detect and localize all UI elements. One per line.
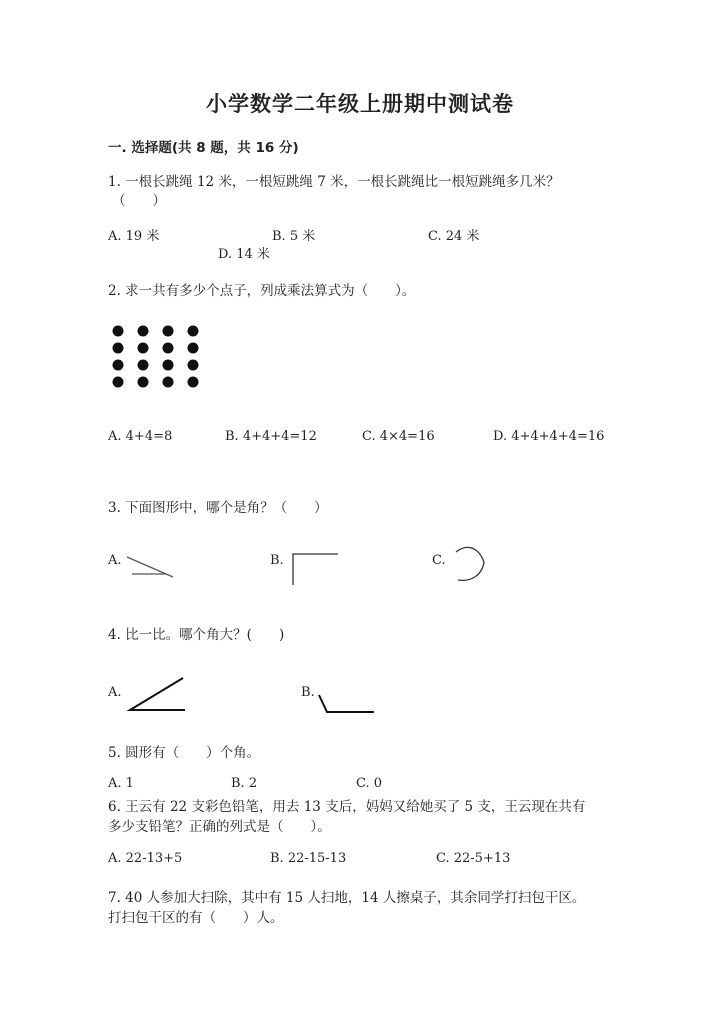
q6-option-c[interactable]: C. 22-5+13 — [436, 851, 511, 866]
q3-figure-c-curve — [452, 544, 492, 586]
section-heading: 一. 选择题(共 8 题，共 16 分) — [108, 140, 299, 156]
q4-option-a[interactable]: A. — [108, 685, 122, 700]
q3-figure-b-angle — [290, 552, 340, 587]
dot-grid-figure — [110, 323, 210, 393]
dot — [113, 377, 124, 388]
dot — [113, 343, 124, 354]
dot — [188, 326, 199, 337]
dot — [163, 377, 174, 388]
q1-option-d[interactable]: D. 14 米 — [218, 247, 270, 262]
page-title: 小学数学二年级上册期中测试卷 — [206, 92, 514, 116]
q1-option-c[interactable]: C. 24 米 — [428, 229, 480, 244]
dot — [163, 360, 174, 371]
dot — [138, 360, 149, 371]
q2-option-c[interactable]: C. 4×4=16 — [362, 429, 435, 444]
question-4-text: 4. 比一比。哪个角大？( ) — [108, 627, 285, 643]
q2-option-a[interactable]: A. 4+4=8 — [108, 429, 173, 444]
dot — [138, 377, 149, 388]
q5-option-c[interactable]: C. 0 — [356, 776, 383, 791]
question-2-text: 2. 求一共有多少个点子，列成乘法算式为（ ）。 — [108, 283, 416, 299]
dot — [188, 377, 199, 388]
question-3-text: 3. 下面图形中，哪个是角？（ ） — [108, 500, 328, 516]
q1-option-b[interactable]: B. 5 米 — [272, 229, 316, 244]
q3-figure-a-lines — [125, 555, 180, 580]
question-6-text-line1: 6. 王云有 22 支彩色铅笔，用去 13 支后，妈妈又给她买了 5 支，王云现在共有 — [108, 799, 586, 815]
question-1-text: 1. 一根长跳绳 12 米，一根短跳绳 7 米，一根长跳绳比一根短跳绳多几米？ — [108, 174, 560, 190]
q1-option-a[interactable]: A. 19 米 — [108, 229, 160, 244]
question-7-text-line1: 7. 40 人参加大扫除，其中有 15 人扫地，14 人擦桌子，其余同学打扫包干区。 — [108, 890, 586, 906]
dot — [113, 360, 124, 371]
q2-option-b[interactable]: B. 4+4+4=12 — [225, 429, 317, 444]
q3-option-b[interactable]: B. — [270, 553, 284, 568]
dot — [163, 326, 174, 337]
question-7-text-line2: 打扫包干区的有（ ）人。 — [108, 910, 284, 926]
dot — [188, 343, 199, 354]
q5-option-a[interactable]: A. 1 — [108, 776, 134, 791]
question-1-blank: （ ） — [112, 193, 166, 209]
q2-option-d[interactable]: D. 4+4+4+4=16 — [493, 429, 605, 444]
q4-figure-b-angle — [316, 692, 378, 717]
q6-option-a[interactable]: A. 22-13+5 — [108, 851, 183, 866]
q3-option-c[interactable]: C. — [432, 553, 446, 568]
question-5-text: 5. 圆形有（ ）个角。 — [108, 745, 261, 761]
dot — [138, 326, 149, 337]
dot — [113, 326, 124, 337]
q5-option-b[interactable]: B. 2 — [231, 776, 258, 791]
q6-option-b[interactable]: B. 22-15-13 — [270, 851, 347, 866]
question-6-text-line2: 多少支铅笔？正确的列式是（ ）。 — [108, 819, 331, 835]
q4-figure-a-angle — [127, 675, 189, 715]
dot — [163, 343, 174, 354]
dot — [188, 360, 199, 371]
dot — [138, 343, 149, 354]
q3-option-a[interactable]: A. — [108, 553, 122, 568]
q4-option-b[interactable]: B. — [301, 685, 315, 700]
